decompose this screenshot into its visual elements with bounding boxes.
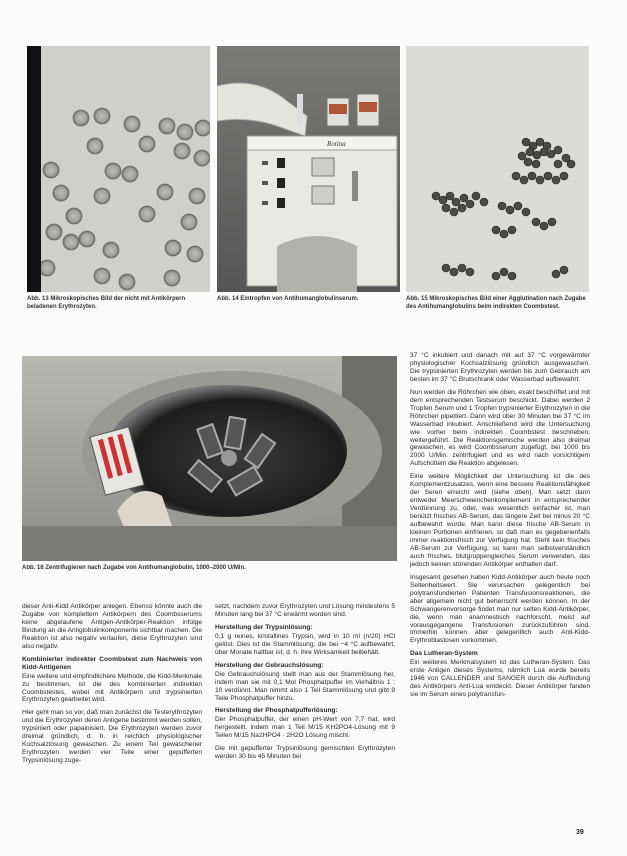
agglutination-image xyxy=(406,46,589,292)
paragraph: dieser Anti-Kidd Antikörper anlegen. Ebenso könnte auch die Zugabe von komplettem Antikörpern des Coombsserums keine abgelaufene Antigen-Antikörper-Reaktion infolge Bindung an die Antiglobulinkomponente sichtbar machen. Die Reaktion ist also negativ verlaufen, diese Erythrozyten sind also negativ. xyxy=(22,603,202,650)
figure-13-photo xyxy=(27,46,210,292)
figure-16-photo xyxy=(22,356,397,561)
centrifuge-image xyxy=(22,356,397,561)
section-heading: Herstellung der Trypsinlösung: xyxy=(215,623,313,631)
paragraph: Hier geht man so vor, daß man zunächst die Testerythrozyten und die Erythrozyten deren Antigene bestimmt werden sollen, trypsiniert oder papainisiert. Die Erythrozyten werden zuvor dreimal gründlich, d. h. in reichlich physiologischer Kochsalzlösung gewaschen. Zu einem Teil gewaschener Erythrozyten werden vier Teile einer gepufferten Trypsinlösung zuge- xyxy=(22,709,202,765)
page-number: 39 xyxy=(576,829,584,836)
paragraph: Insgesamt gesehen haben Kidd-Antikörper auch heute noch Seltenheitswert. Sie verursachen gelegentlich bei polytransfundierten Patienten Transfusionsreaktionen, die aber allgemein nicht gut beherrscht werden können. In der Schwangerenvorsorge findet man nur selten Kidd-Antikörper, die, wenn man anamnestisch nachforscht, meist auf vorausgegangene Transfusionen zurückzuführen sind. Immerhin können aber gelegentlich auch Anti-Kidd-Erythroblastosen vorkommen. xyxy=(410,573,590,645)
left-column xyxy=(22,603,202,770)
paragraph: Der Phosphatpuffer, der einen pH-Wert von 7,7 hat, wird hergestellt, indem man 1 Teil M/15 KH2PO4-Lösung mit 9 Teilen M/15 Na2HPO4 · 2H2O Lösung mischt. xyxy=(215,716,395,740)
paragraph: 0,1 g reines, kristallines Trypsin, wird in 10 ml (n/20) HCl gelöst. Dies ist die Stammlösung, die bei −4 °C aufbewahrt, über Monate haltbar ist, d. h. ihre Wirksamkeit beibehält. xyxy=(215,632,395,656)
section-heading: Das Lutheran-System xyxy=(410,650,478,658)
middle-column xyxy=(215,603,395,766)
paragraph: Nun werden die Röhrchen wie oben, exakt beschriftet und mit dem entsprechenden Testserum beschickt. Dabei werden 2 Tropfen Serum und 1 Tropfen trypsinierter Erythrozyten in die Röhrchen pipettiert. Dann wird über 30 Minuten bei 37 °C im Wasserbad inkubiert. Anschließend wird die Untersuchung wie vorher beim indirekten Coombstest beschrieben, weitergeführt. Die Reaktionsgemische werden also dreimal gewaschen, es wird Coombsserum zugefügt, bei 1000 bis 2000 U/Min. zentrifugiert und es wird nach vorsichtigem Aufschütteln die Reaktion abgelesen. xyxy=(410,388,590,468)
figure-14-caption: Abb. 14 Eintropfen von Antihumanglobulinserum. xyxy=(217,296,359,302)
serum-dropping-image xyxy=(217,46,400,292)
paragraph: Eine weitere und empfindlichere Methode, die Kidd-Merkmale zu bestimmen, ist die des kombinierten indirekten Coombstestes, wobei mit Antikörpern und trypsinierten Erythrozyten gearbeitet wird. xyxy=(22,672,202,704)
device-logo: Rotina xyxy=(327,140,346,148)
section-heading: Herstellung der Gebrauchslösung: xyxy=(215,661,324,669)
erythrocytes-image xyxy=(27,46,210,292)
figure-15-photo xyxy=(406,46,589,292)
paragraph: setzt, nachdem zuvor Erythrozyten und Lösung mindestens 5 Minuten lang bei 37 °C erwärmt worden sind. xyxy=(215,603,395,618)
figure-13-caption: Abb. 13 Mikroskopisches Bild der nicht mit Antikörpern beladenen Erythrozyten. xyxy=(27,296,186,310)
paragraph: Die Gebrauchslösung stellt man aus der Stammlösung her, indem man sie mit 0,1 Mol Phosphatpuffer im Verhältnis 1 : 10 verdünnt. Man nimmt also 1 Teil Stammlösung und gibt 9 Teile Phosphatpuffer hinzu. xyxy=(215,670,395,702)
section-heading: Herstellung der Phosphatpufferlösung: xyxy=(215,707,338,715)
figure-14-photo xyxy=(217,46,400,292)
paragraph: 37 °C inkubiert und danach mit auf 37 °C vorgewärmter physiologischer Kochsalzlösung gründlich ausgewaschen. Die trypsinierten Erythrozyten werden bis zum Gebrauch am besten im 37 °C Brutschrank oder Wasserbad aufbewahrt. xyxy=(410,352,590,383)
right-column xyxy=(410,352,590,704)
paragraph: Die mit gepufferter Trypsinlösung gemischten Erythrozyten werden 30 bis 45 Minuten bei xyxy=(215,745,395,761)
figure-16-caption: Abb. 16 Zentrifugieren nach Zugabe von Antihumanglobulin, 1000–2000 U/Min. xyxy=(22,565,246,571)
paragraph: Eine weitere Möglichkeit der Untersuchung ist die des Komplementzusatzes, wenn eine bessere Reaktionsfähigkeit der Seren erreicht wird (siehe oben). Man setzt dann entweder Meerschweinchenkomplement in entsprechender Verdünnung zu, oder, was wesentlich einfacher ist, man benützt frisches AB-Serum, das längere Zeit bei minus 20 °C aufbewahrt wurde. Man kann diese frische AB-Serum in kleinen Portionen einfrieren, so daß man es gegebenenfalls immer reaktionsfrisch zur Verfügung hat. Steht kein frisches AB-Serum zur Verfügung, so kann man selbstverständlich auch frisches, blutgruppengleiches Serum verwenden, das jedoch keinen störenden Antikörper enthalten darf. xyxy=(410,473,590,568)
figure-15-caption: Abb. 15 Mikroskopisches Bild einer Agglutination nach Zugabe des Antihumanglobulins beim indirekten Coombstest. xyxy=(406,296,586,310)
section-heading: Kombinierter indirekter Coombstest zum Nachweis von Kidd-Antigenen xyxy=(22,655,202,671)
paragraph: Ein weiteres Merkmalsystem ist das Lutheran-System. Das erste Antigen dieses Systems, nämlich Lua wurde bereits 1946 von CALLENDER und SANGER durch die Auffindung des Antikörpers Anti-Lua entdeckt. Dieser Antikörper fanden sie im Serum eines polytransfun- xyxy=(410,659,590,699)
